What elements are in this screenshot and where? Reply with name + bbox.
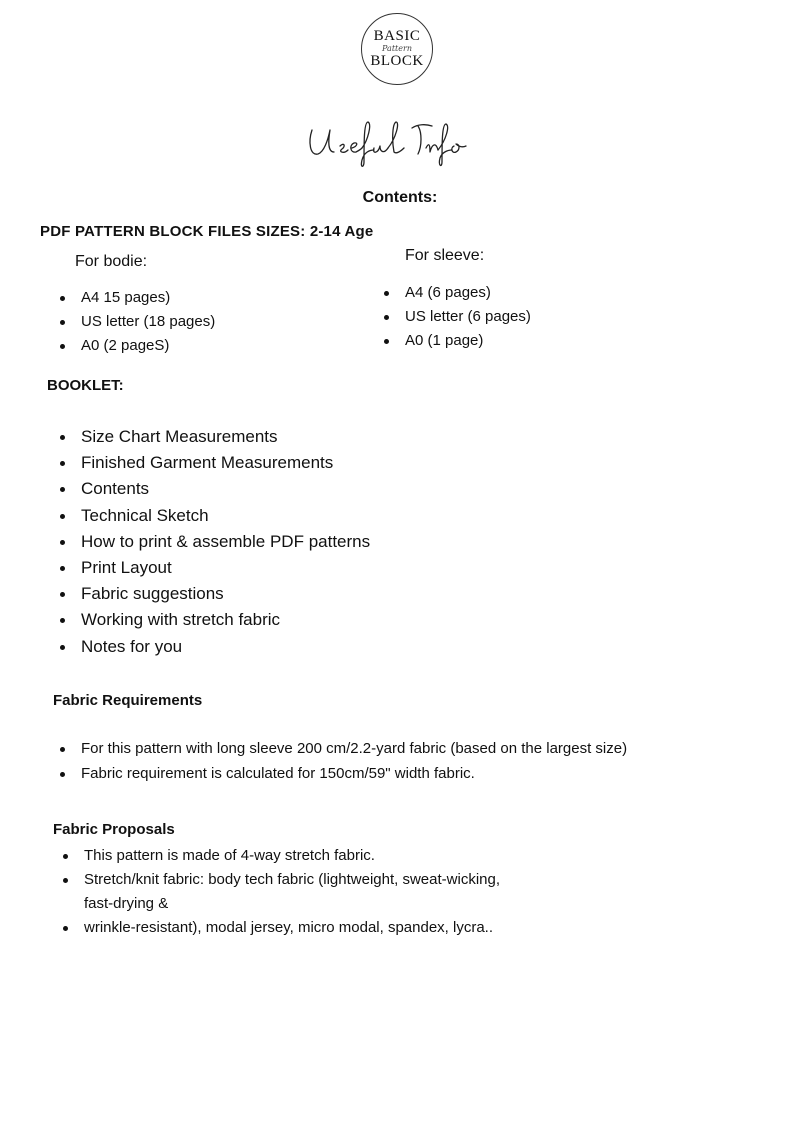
list-item: A0 (2 pageS) <box>60 334 215 358</box>
list-item: wrinkle-resistant), modal jersey, micro modal, spandex, lycra.. <box>63 916 500 940</box>
list-item: Stretch/knit fabric: body tech fabric (lightweight, sweat-wicking, <box>63 868 500 892</box>
list-item: A0 (1 page) <box>384 329 531 353</box>
bodice-file-list <box>60 286 215 358</box>
list-item: For this pattern with long sleeve 200 cm/2.2-yard fabric (based on the largest size) <box>60 736 627 761</box>
fabric-requirements-list <box>60 736 627 786</box>
list-item: Technical Sketch <box>60 503 370 529</box>
fabric-requirements-heading: Fabric Requirements <box>53 692 203 709</box>
list-item-continuation: fast-drying & <box>84 895 169 912</box>
page-title-script <box>300 112 500 172</box>
brand-logo <box>361 13 433 85</box>
list-item: Fabric suggestions <box>60 581 370 607</box>
fabric-proposals-list <box>63 844 500 940</box>
list-item: This pattern is made of 4-way stretch fabric. <box>63 844 500 868</box>
logo-text-pattern: Pattern <box>382 44 412 53</box>
list-item: Fabric requirement is calculated for 150cm/59" width fabric. <box>60 761 627 786</box>
sleeve-label: For sleeve: <box>405 247 485 264</box>
list-item: Notes for you <box>60 634 370 660</box>
list-item: A4 15 pages) <box>60 286 215 310</box>
pdf-sizes-heading: PDF PATTERN BLOCK FILES SIZES: 2-14 Age <box>40 223 374 240</box>
list-item: Print Layout <box>60 555 370 581</box>
fabric-proposals-heading: Fabric Proposals <box>53 821 175 838</box>
list-item: Size Chart Measurements <box>60 424 370 450</box>
list-item: Working with stretch fabric <box>60 607 370 633</box>
list-item: US letter (18 pages) <box>60 310 215 334</box>
bodice-label: For bodie: <box>75 253 148 270</box>
list-item: A4 (6 pages) <box>384 281 531 305</box>
list-item: US letter (6 pages) <box>384 305 531 329</box>
list-item: Contents <box>60 476 370 502</box>
booklet-list <box>60 424 370 660</box>
booklet-heading: BOOKLET: <box>47 377 124 394</box>
logo-text-block: BLOCK <box>370 53 424 69</box>
list-item: How to print & assemble PDF patterns <box>60 529 370 555</box>
logo-text-basic: BASIC <box>373 28 421 44</box>
sleeve-file-list <box>384 281 531 353</box>
contents-heading: Contents: <box>362 189 438 206</box>
list-item: Finished Garment Measurements <box>60 450 370 476</box>
